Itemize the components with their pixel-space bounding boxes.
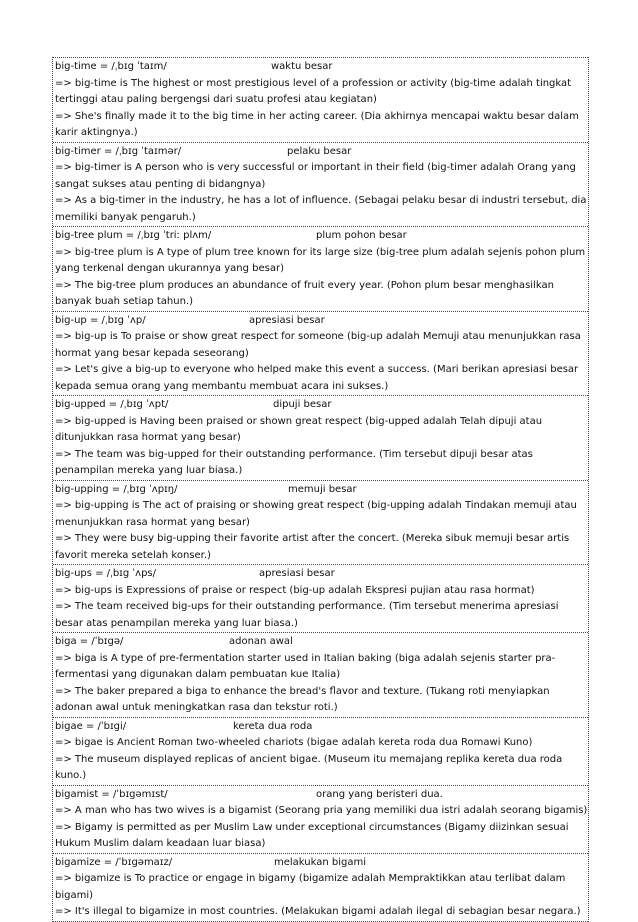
definition: => big-timer is A person who is very successful or important in their field (big-timer adalah Orang yang sangat sukses atau penting di bidangnya) [55,162,576,190]
translation: apresiasi besar [259,568,335,579]
example-sentence: => She's finally made it to the big time in her acting career. (Dia akhirnya mencapai waktu besar dalam karir aktingnya.) [55,110,579,138]
example-sentence: => Bigamy is permitted as per Muslim Law under exceptional circumstances (Bigamy diizinkan sesuai Hukum Muslim dalam keadaan luar biasa) [55,821,569,849]
headword: big-time = /ˌbɪg ˈtaɪm/ [55,61,167,72]
definition: => big-ups is Expressions of praise or respect (big-up adalah Ekspresi pujian atau rasa hormat) [55,584,535,596]
definition: => bigae is Ancient Roman two-wheeled chariots (bigae adalah kereta roda dua Romawi Kuno) [55,737,533,748]
translation: memuji besar [288,483,357,495]
example-sentence: => The museum displayed replicas of ancient bigae. (Museum itu memajang replika kereta dua roda kuno.) [55,753,563,781]
glossary-entry [53,717,588,785]
headword: big-tree plum = /ˌbɪg ˈtriː plʌm/ [55,230,212,241]
definition: => big-upping is The act of praising or showing great respect (big-upping adalah Tindakan memuji atau menunjukkan rasa hormat yang besar) [55,500,577,528]
translation: orang yang beristeri dua. [316,788,443,800]
headword: bigamist = /ˈbɪgəmɪst/ [55,788,168,800]
glossary-entry [53,632,588,717]
glossary-entry [53,226,588,311]
entry-header [55,634,588,651]
entry-header [55,566,588,583]
entry-header [55,59,588,76]
translation: dipuji besar [273,399,332,410]
translation: plum pohon besar [316,230,407,241]
headword: big-timer = /ˌbɪg ˈtaɪmər/ [55,145,182,157]
example-sentence: => The big-tree plum produces an abundance of fruit every year. (Pohon plum besar menghasilkan banyak buah setiap tahun.) [55,279,554,307]
glossary-entry [53,395,588,480]
glossary-entry [53,853,588,922]
entry-header [55,855,588,872]
example-sentence: => The baker prepared a biga to enhance the bread's flavor and texture. (Tukang roti menyiapkan adonan awal untuk meningkatkan rasa dan tekstur roti.) [55,685,550,713]
glossary-entry [53,311,588,396]
glossary-entry [53,480,588,565]
translation: kereta dua roda [233,720,313,732]
entry-header [55,787,588,804]
definition: => big-up is To praise or show great respect for someone (big-up adalah Memuji atau menunjukkan rasa hormat yang besar kepada seseorang) [55,331,581,359]
definition: => A man who has two wives is a bigamist (Seorang pria yang memiliki dua istri adalah seorang bigamis) [55,805,588,816]
translation: adonan awal [229,636,293,647]
glossary-entry [53,142,588,227]
entry-header [55,482,588,499]
headword: big-upped = /ˌbɪg ˈʌpt/ [55,399,169,410]
entry-header [55,397,588,414]
example-sentence: => The team received big-ups for their outstanding performance. (Tim tersebut menerima apresiasi besar atas penampilan mereka yang luar biasa.) [55,601,559,629]
example-sentence: => The team was big-upped for their outstanding performance. (Tim tersebut dipuji besar atas penampilan mereka yang luar biasa.) [55,448,533,476]
entry-header [55,144,588,161]
translation: pelaku besar [287,145,352,157]
glossary-entry [53,785,588,853]
glossary-entry [53,564,588,632]
entry-header [55,719,588,736]
definition: => biga is A type of pre-fermentation starter used in Italian baking (biga adalah sejenis starter pra-fermentasi yang digunakan dalam pembuatan kue Italia) [55,652,556,680]
definition: => bigamize is To practice or engage in bigamy (bigamize adalah Mempraktikkan atau terlibat dalam bigami) [55,873,566,901]
headword: big-upping = /ˌbɪg ˈʌpɪŋ/ [55,483,178,495]
headword: bigamize = /ˈbɪgəmaɪz/ [55,856,173,868]
example-sentence: => Let's give a big-up to everyone who helped make this event a success. (Mari berikan apresiasi besar kepada semua orang yang membantu membuat acara ini sukses.) [55,364,579,392]
glossary-list [52,57,589,922]
headword: biga = /ˈbɪgə/ [55,636,124,647]
headword: big-ups = /ˌbɪg ˈʌps/ [55,568,157,579]
translation: apresiasi besar [249,314,325,326]
glossary-entry [53,57,588,142]
entry-header [55,228,588,245]
definition: => big-time is The highest or most prestigious level of a profession or activity (big-time adalah tingkat tertinggi atau paling bergengsi dari suatu profesi atau kegiatan) [55,77,572,105]
entry-header [55,313,588,330]
example-sentence: => As a big-timer in the industry, he has a lot of influence. (Sebagai pelaku besar di industri tersebut, dia memiliki banyak pengaruh.) [55,195,587,223]
definition: => big-tree plum is A type of plum tree known for its large size (big-tree plum adalah sejenis pohon plum yang terkenal dengan ukurannya yang besar) [55,246,586,274]
example-sentence: => They were busy big-upping their favorite artist after the concert. (Mereka sibuk memuji besar artis favorit mereka setelah konser.) [55,533,570,561]
translation: waktu besar [271,61,333,72]
example-sentence: => It's illegal to bigamize in most countries. (Melakukan bigami adalah ilegal di sebagian besar negara.) [55,906,581,917]
headword: big-up = /ˌbɪg ˈʌp/ [55,314,146,326]
definition: => big-upped is Having been praised or shown great respect (big-upped adalah Telah dipuji atau ditunjukkan rasa hormat yang besar) [55,415,543,443]
translation: melakukan bigami [274,856,367,868]
headword: bigae = /ˈbɪgi/ [55,720,127,732]
